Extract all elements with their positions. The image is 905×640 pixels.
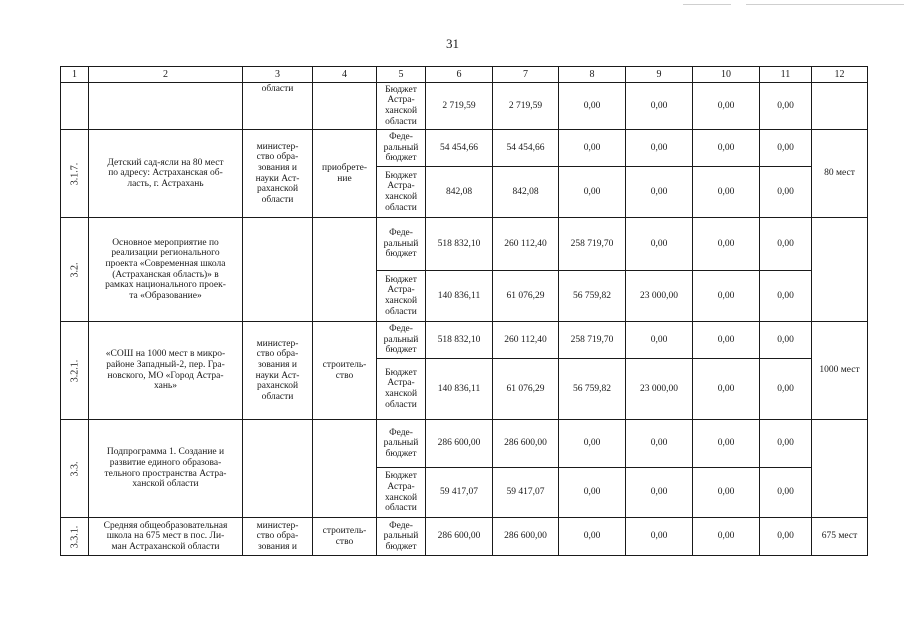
value-cell: 0,00 [559, 468, 626, 518]
value-cell: 0,00 [693, 468, 760, 518]
value-cell: 140 836,11 [426, 271, 493, 322]
value-cell: 0,00 [626, 420, 693, 468]
top-rule-right [746, 4, 904, 5]
result-cell: 80 мест [812, 130, 868, 218]
value-cell: 0,00 [760, 218, 812, 271]
value-cell: 0,00 [693, 322, 760, 359]
source-cell: Феде- ральный бюджет [377, 218, 426, 271]
row-code: 3.3. [61, 420, 89, 518]
value-cell: 0,00 [626, 218, 693, 271]
table-row [61, 218, 868, 271]
value-cell: 0,00 [693, 218, 760, 271]
value-cell: 0,00 [760, 359, 812, 420]
value-cell: 0,00 [626, 518, 693, 556]
method-cell: приобрете- ние [313, 130, 377, 218]
item-name: Основное мероприятие по реализации регионального проекта «Современная школа (Астраханская область)» в рамках национального проек- та «Образование» [89, 218, 243, 322]
source-cell: Бюджет Астра- ханской области [377, 468, 426, 518]
value-cell: 0,00 [626, 468, 693, 518]
source-cell: Феде- ральный бюджет [377, 518, 426, 556]
value-cell: 59 417,07 [426, 468, 493, 518]
value-cell: 56 759,82 [559, 359, 626, 420]
header-cell: 8 [559, 67, 626, 83]
method-cell: строитель- ство [313, 322, 377, 420]
value-cell: 518 832,10 [426, 218, 493, 271]
row-code: 3.2.1. [61, 322, 89, 420]
value-cell: 258 719,70 [559, 218, 626, 271]
header-cell: 11 [760, 67, 812, 83]
value-cell: 0,00 [693, 271, 760, 322]
source-cell: Бюджет Астра- ханской области [377, 83, 426, 130]
source-cell: Феде- ральный бюджет [377, 420, 426, 468]
header-cell: 7 [493, 67, 559, 83]
header-cell: 6 [426, 67, 493, 83]
value-cell: 0,00 [760, 130, 812, 167]
value-cell: 0,00 [626, 322, 693, 359]
executor-cell: министер- ство обра- зования и [243, 518, 313, 556]
item-name: «СОШ на 1000 мест в микро- районе Западный-2, пер. Гра- новского, МО «Город Астра- хань» [89, 322, 243, 420]
row-code: 3.2. [61, 218, 89, 322]
value-cell: 0,00 [559, 167, 626, 218]
executor-cell [243, 420, 313, 518]
header-cell: 10 [693, 67, 760, 83]
value-cell: 286 600,00 [426, 420, 493, 468]
executor-cell [243, 218, 313, 322]
value-cell: 61 076,29 [493, 271, 559, 322]
table-row [61, 130, 868, 167]
value-cell: 0,00 [693, 518, 760, 556]
header-cell: 2 [89, 67, 243, 83]
row-code: 3.3.1. [61, 518, 89, 556]
value-cell: 0,00 [693, 83, 760, 130]
value-cell: 0,00 [626, 167, 693, 218]
value-cell: 23 000,00 [626, 359, 693, 420]
executor-cell: министер- ство обра- зования и науки Аст- раханской области [243, 130, 313, 218]
method-cell: строитель- ство [313, 518, 377, 556]
name-cell [89, 83, 243, 130]
value-cell: 258 719,70 [559, 322, 626, 359]
value-cell: 0,00 [626, 83, 693, 130]
result-cell: 1000 мест [812, 322, 868, 420]
value-cell: 23 000,00 [626, 271, 693, 322]
value-cell: 2 719,59 [493, 83, 559, 130]
value-cell: 0,00 [626, 130, 693, 167]
code-cell [61, 83, 89, 130]
source-cell: Бюджет Астра- ханской области [377, 167, 426, 218]
header-cell: 9 [626, 67, 693, 83]
table-row [61, 518, 868, 556]
table-row [61, 420, 868, 468]
result-cell [812, 420, 868, 518]
executor-cell: министер- ство обра- зования и науки Аст- раханской области [243, 322, 313, 420]
header-cell: 1 [61, 67, 89, 83]
value-cell: 842,08 [493, 167, 559, 218]
value-cell: 140 836,11 [426, 359, 493, 420]
value-cell: 0,00 [760, 468, 812, 518]
value-cell: 0,00 [559, 518, 626, 556]
result-cell [812, 83, 868, 130]
value-cell: 0,00 [760, 271, 812, 322]
value-cell: 260 112,40 [493, 322, 559, 359]
value-cell: 56 759,82 [559, 271, 626, 322]
executor-cell: области [243, 83, 313, 130]
value-cell: 0,00 [693, 167, 760, 218]
value-cell: 54 454,66 [426, 130, 493, 167]
header-cell: 5 [377, 67, 426, 83]
table-row [61, 83, 868, 130]
value-cell: 286 600,00 [426, 518, 493, 556]
header-cell: 4 [313, 67, 377, 83]
value-cell: 0,00 [693, 130, 760, 167]
row-code: 3.1.7. [61, 130, 89, 218]
value-cell: 842,08 [426, 167, 493, 218]
source-cell: Бюджет Астра- ханской области [377, 271, 426, 322]
value-cell: 0,00 [559, 83, 626, 130]
value-cell: 518 832,10 [426, 322, 493, 359]
value-cell: 260 112,40 [493, 218, 559, 271]
method-cell [313, 83, 377, 130]
value-cell: 0,00 [760, 322, 812, 359]
value-cell: 0,00 [693, 359, 760, 420]
value-cell: 54 454,66 [493, 130, 559, 167]
value-cell: 0,00 [559, 420, 626, 468]
page-number: 31 [446, 36, 459, 51]
item-name: Средняя общеобразовательная школа на 675 мест в пос. Ли- ман Астраханской области [89, 518, 243, 556]
top-rule-left [683, 4, 731, 5]
source-cell: Феде- ральный бюджет [377, 130, 426, 167]
header-cell: 3 [243, 67, 313, 83]
value-cell: 59 417,07 [493, 468, 559, 518]
result-cell [812, 218, 868, 322]
budget-table [60, 66, 868, 556]
result-cell: 675 мест [812, 518, 868, 556]
method-cell [313, 420, 377, 518]
value-cell: 2 719,59 [426, 83, 493, 130]
value-cell: 286 600,00 [493, 518, 559, 556]
value-cell: 0,00 [760, 420, 812, 468]
value-cell: 0,00 [693, 420, 760, 468]
value-cell: 0,00 [760, 83, 812, 130]
header-cell: 12 [812, 67, 868, 83]
source-cell: Бюджет Астра- ханской области [377, 359, 426, 420]
value-cell: 0,00 [760, 167, 812, 218]
value-cell: 0,00 [760, 518, 812, 556]
source-cell: Феде- ральный бюджет [377, 322, 426, 359]
header-row [61, 67, 868, 83]
value-cell: 286 600,00 [493, 420, 559, 468]
method-cell [313, 218, 377, 322]
item-name: Детский сад-ясли на 80 мест по адресу: Астраханская об- ласть, г. Астрахань [89, 130, 243, 218]
value-cell: 61 076,29 [493, 359, 559, 420]
table-row [61, 322, 868, 359]
value-cell: 0,00 [559, 130, 626, 167]
item-name: Подпрограмма 1. Создание и развитие единого образова- тельного пространства Астра- ханской области [89, 420, 243, 518]
